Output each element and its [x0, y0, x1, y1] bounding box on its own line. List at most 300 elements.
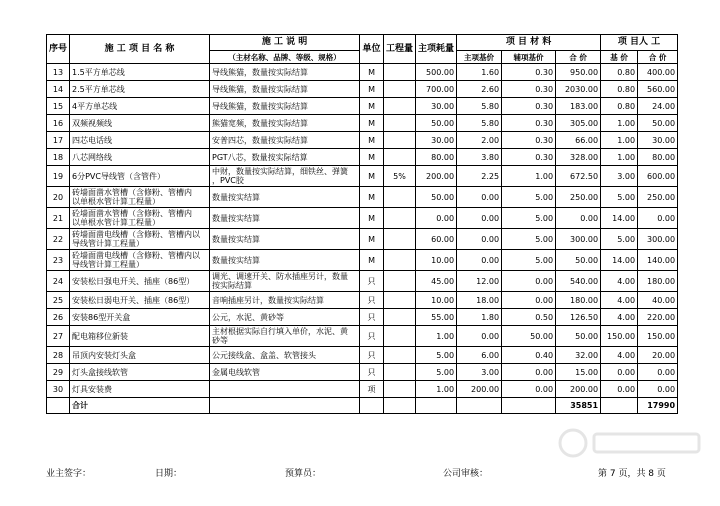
cell-no-text: 22	[52, 234, 64, 244]
cell-mat-total	[556, 64, 601, 81]
cell-labor-total-text: 40.00	[652, 295, 676, 305]
cell-labor-base	[601, 132, 638, 149]
cell-aux-base-text: 0.00	[535, 276, 554, 286]
cell-aux-base	[502, 187, 556, 208]
cell-mat-total-text: 328.00	[570, 152, 599, 162]
cell-mat-total-text: 180.00	[570, 295, 599, 305]
cell-main-loss	[416, 364, 457, 381]
total-empty-main	[457, 398, 502, 414]
cell-main-loss-text: 60.00	[431, 234, 455, 244]
cell-mat-total-text: 32.00	[575, 350, 599, 360]
cell-desc	[210, 271, 360, 292]
cell-aux-base	[502, 364, 556, 381]
cell-mat-total-text: 0.00	[580, 213, 599, 223]
cell-desc	[210, 364, 360, 381]
cell-unit-text: M	[368, 67, 375, 77]
cell-aux-base-text: 0.50	[535, 312, 554, 322]
budget-officer-label: 预算员：	[285, 469, 322, 479]
header-labor: 项 目人 工	[601, 35, 678, 51]
cell-quantity	[384, 208, 416, 229]
total-empty-unit	[360, 398, 384, 414]
cell-mat-total	[556, 309, 601, 326]
cell-unit	[360, 64, 384, 81]
cell-main-base-text: 2.00	[481, 135, 500, 145]
cell-labor-total	[638, 309, 678, 326]
header-aux-base: 辅项基价	[502, 51, 556, 64]
cell-aux-base-text: 0.30	[535, 152, 554, 162]
cell-desc-text: 主材根据实际自行填入单价，水泥、黄	[212, 327, 349, 336]
cell-main-loss-text: 1.00	[436, 331, 455, 341]
cell-main-loss-text: 50.00	[431, 192, 455, 202]
table-row	[47, 381, 678, 398]
cell-main-base	[457, 149, 502, 166]
cell-no-text: 25	[52, 295, 64, 305]
cell-main-loss	[416, 208, 457, 229]
cell-main-base	[457, 132, 502, 149]
cell-main-base	[457, 115, 502, 132]
cell-desc-text: PGT八芯，数量按实际结算	[212, 152, 308, 162]
cell-main-loss-text: 50.00	[431, 118, 455, 128]
cell-labor-base	[601, 250, 638, 271]
cell-labor-total-text: 180.00	[647, 276, 676, 286]
cell-aux-base-text: 5.00	[535, 213, 554, 223]
quotation-sheet	[46, 34, 678, 414]
cell-no	[47, 229, 70, 250]
table-row	[47, 347, 678, 364]
cell-desc-text: 导线熊猫，数量按实际结算	[212, 84, 309, 94]
cell-labor-total	[638, 347, 678, 364]
cell-no-text: 18	[52, 152, 64, 162]
cell-main-loss-text: 10.00	[431, 255, 455, 265]
total-label: 合计	[70, 398, 210, 414]
cell-desc-text: 导线熊猫，数量按实际结算	[212, 67, 309, 77]
cell-mat-total	[556, 115, 601, 132]
cell-no	[47, 381, 70, 398]
cell-name-text: 砼墙面凿电线槽（含修粉、管槽内以	[72, 251, 201, 260]
cell-main-base-text: 6.00	[481, 350, 500, 360]
cell-name	[70, 64, 210, 81]
cell-quantity	[384, 326, 416, 347]
cell-unit	[360, 271, 384, 292]
cell-unit-text: 只	[367, 350, 376, 360]
cell-main-base	[457, 64, 502, 81]
cell-labor-total-text: 80.00	[652, 152, 676, 162]
cell-unit-text: 只	[367, 367, 376, 377]
cell-main-loss-text: 1.00	[436, 384, 455, 394]
cell-no	[47, 347, 70, 364]
cell-mat-total	[556, 166, 601, 187]
cell-aux-base-text: 0.00	[535, 384, 554, 394]
cell-main-loss	[416, 115, 457, 132]
cell-name-text: 四芯电话线	[72, 135, 113, 145]
cell-name-text: 砖墙面凿水管槽（含修粉、管槽内	[72, 188, 193, 197]
cell-no-text: 30	[52, 384, 64, 394]
cell-name	[70, 98, 210, 115]
cell-unit	[360, 187, 384, 208]
table-row	[47, 250, 678, 271]
cell-labor-total-text: 600.00	[647, 171, 676, 181]
cell-labor-total-text: 24.00	[652, 101, 676, 111]
cell-no-text: 20	[52, 192, 64, 202]
cell-desc-text: 数量按实结算	[212, 213, 261, 223]
header-labor-total: 合 价	[638, 51, 678, 64]
cell-quantity	[384, 381, 416, 398]
cell-quantity	[384, 364, 416, 381]
cell-name-text: 安装86型开关盒	[72, 312, 131, 322]
cell-no	[47, 309, 70, 326]
cell-desc-text: 调光、调速开关、防水插座另计，数量	[212, 272, 349, 281]
cell-name-line2: 以单根水管计算工程量）	[72, 197, 161, 206]
cell-name	[70, 250, 210, 271]
cell-no	[47, 292, 70, 309]
cell-main-base-text: 1.60	[481, 67, 500, 77]
cell-labor-base	[601, 271, 638, 292]
cell-main-base-text: 0.00	[481, 331, 500, 341]
cell-main-loss-text: 0.00	[436, 213, 455, 223]
cell-main-loss-text: 45.00	[431, 276, 455, 286]
cell-desc-text: 数量按实结算	[212, 192, 261, 202]
cell-desc-text: 安普四芯，数量按实际结算	[212, 135, 309, 145]
cell-no	[47, 64, 70, 81]
cell-main-loss	[416, 229, 457, 250]
cell-no-text: 24	[52, 276, 64, 286]
cell-name-text: 八芯网络线	[72, 152, 113, 162]
cell-main-loss	[416, 381, 457, 398]
cell-quantity	[384, 271, 416, 292]
cell-name	[70, 149, 210, 166]
cell-mat-total	[556, 132, 601, 149]
cell-desc	[210, 326, 360, 347]
cell-main-base-text: 0.00	[481, 234, 500, 244]
cell-main-base-text: 2.25	[481, 171, 500, 181]
cell-quantity	[384, 115, 416, 132]
cell-labor-base	[601, 187, 638, 208]
cell-no	[47, 132, 70, 149]
cell-aux-base-text: 0.00	[535, 295, 554, 305]
cell-mat-total	[556, 347, 601, 364]
cell-name	[70, 381, 210, 398]
header-quantity: 工程量	[384, 35, 416, 64]
cell-aux-base	[502, 381, 556, 398]
cell-desc-text: 熊猫宽频，数量按实际结算	[212, 118, 309, 128]
cell-labor-base	[601, 326, 638, 347]
cell-name-line2: 导线管计算工程量）	[72, 260, 145, 269]
cell-main-base	[457, 381, 502, 398]
cell-labor-base	[601, 115, 638, 132]
cell-name	[70, 115, 210, 132]
cell-labor-base-text: 150.00	[607, 331, 636, 341]
cell-labor-total	[638, 149, 678, 166]
cell-main-base-text: 200.00	[471, 384, 500, 394]
cell-labor-total	[638, 187, 678, 208]
cell-main-loss	[416, 81, 457, 98]
cell-labor-total-text: 0.00	[657, 213, 676, 223]
cell-unit-text: M	[368, 255, 375, 265]
cell-unit	[360, 381, 384, 398]
total-no	[47, 398, 70, 414]
cell-desc-line2: 按实际结算	[212, 281, 253, 290]
cell-main-loss	[416, 250, 457, 271]
cell-aux-base-text: 5.00	[535, 234, 554, 244]
cell-mat-total	[556, 98, 601, 115]
cell-labor-base-text: 14.00	[612, 255, 636, 265]
cell-labor-total	[638, 166, 678, 187]
page-number: 第 7 页，共 8 页	[598, 469, 666, 479]
cell-aux-base	[502, 149, 556, 166]
cell-unit-text: M	[368, 118, 375, 128]
header-main-loss: 主项耗量	[416, 35, 457, 64]
cell-desc-text: 音响插座另计，数量按实际结算	[212, 295, 325, 305]
cell-name-line2: 以单根水管计算工程量）	[72, 218, 161, 227]
cell-no	[47, 187, 70, 208]
table-row	[47, 229, 678, 250]
cell-main-base-text: 2.60	[481, 84, 500, 94]
cell-aux-base	[502, 229, 556, 250]
cell-mat-total	[556, 364, 601, 381]
cell-mat-total	[556, 208, 601, 229]
cell-labor-total	[638, 81, 678, 98]
cell-aux-base-text: 50.00	[530, 331, 554, 341]
cell-desc-text: 公元接线盒、盒盖、软管接头	[212, 350, 317, 360]
cell-quantity	[384, 292, 416, 309]
cell-name-text: 4平方单芯线	[72, 101, 118, 111]
cell-aux-base-text: 5.00	[535, 255, 554, 265]
cell-mat-total	[556, 149, 601, 166]
cell-labor-total-text: 560.00	[647, 84, 676, 94]
cell-name-text: 安装松日强电开关、插座（86型）	[72, 276, 195, 286]
table-row	[47, 326, 678, 347]
cell-quantity	[384, 81, 416, 98]
cell-main-loss-text: 55.00	[431, 312, 455, 322]
cell-name	[70, 208, 210, 229]
cell-labor-base-text: 5.00	[617, 192, 636, 202]
cell-unit	[360, 81, 384, 98]
header-row-top	[47, 35, 678, 51]
cell-unit-text: M	[368, 152, 375, 162]
header-no: 序号	[47, 35, 70, 64]
cell-main-loss	[416, 64, 457, 81]
total-labor: 17990	[638, 398, 678, 414]
cell-mat-total	[556, 229, 601, 250]
total-empty-lbase	[601, 398, 638, 414]
cell-mat-total	[556, 81, 601, 98]
cell-quantity	[384, 187, 416, 208]
table-row	[47, 292, 678, 309]
total-row	[47, 398, 678, 414]
table-row	[47, 364, 678, 381]
cell-labor-base	[601, 309, 638, 326]
cell-mat-total-text: 540.00	[570, 276, 599, 286]
cell-quantity	[384, 98, 416, 115]
cell-quantity	[384, 132, 416, 149]
table-row	[47, 98, 678, 115]
cell-mat-total-text: 183.00	[570, 101, 599, 111]
cell-mat-total-text: 66.00	[575, 135, 599, 145]
cell-unit	[360, 326, 384, 347]
cell-quantity-text: 5%	[393, 171, 406, 181]
cell-main-base-text: 0.00	[481, 255, 500, 265]
cell-labor-base-text: 0.80	[617, 101, 636, 111]
cell-mat-total-text: 250.00	[570, 192, 599, 202]
cell-main-base-text: 0.00	[481, 192, 500, 202]
cell-name	[70, 271, 210, 292]
cell-aux-base	[502, 98, 556, 115]
cell-main-loss-text: 200.00	[426, 171, 455, 181]
cell-quantity	[384, 64, 416, 81]
cell-desc	[210, 292, 360, 309]
cell-labor-base	[601, 149, 638, 166]
cell-name-line2: 导线管计算工程量）	[72, 239, 145, 248]
cell-desc-text: 金属电线软管	[212, 367, 261, 377]
cell-desc-text: 数量按实结算	[212, 234, 261, 244]
cell-unit-text: M	[368, 101, 375, 111]
cell-no-text: 23	[52, 255, 64, 265]
cell-desc	[210, 81, 360, 98]
cell-no-text: 15	[52, 101, 64, 111]
cell-name	[70, 309, 210, 326]
cell-name	[70, 81, 210, 98]
cell-name-text: 灯具安装费	[72, 384, 113, 394]
cell-labor-base	[601, 292, 638, 309]
header-main-base: 主项基价	[457, 51, 502, 64]
cell-labor-total	[638, 229, 678, 250]
cell-labor-total	[638, 292, 678, 309]
cell-labor-total	[638, 381, 678, 398]
cell-aux-base-text: 1.00	[535, 171, 554, 181]
cell-name-text: 安装松日弱电开关、插座（86型）	[72, 295, 195, 305]
cell-aux-base-text: 0.00	[535, 367, 554, 377]
table-row	[47, 64, 678, 81]
cell-aux-base	[502, 115, 556, 132]
total-empty-loss	[416, 398, 457, 414]
cell-no	[47, 81, 70, 98]
cell-main-base-text: 3.00	[481, 367, 500, 377]
cell-labor-base-text: 1.00	[617, 152, 636, 162]
cell-labor-base-text: 4.00	[617, 312, 636, 322]
cell-mat-total-text: 300.00	[570, 234, 599, 244]
table-body	[47, 64, 678, 398]
cell-unit-text: 只	[367, 312, 376, 322]
cell-mat-total	[556, 187, 601, 208]
cell-labor-base-text: 0.00	[617, 384, 636, 394]
cell-unit	[360, 292, 384, 309]
total-empty-aux	[502, 398, 556, 414]
cell-main-loss-text: 30.00	[431, 101, 455, 111]
cell-labor-total-text: 250.00	[647, 192, 676, 202]
cell-labor-base-text: 4.00	[617, 276, 636, 286]
cell-labor-base	[601, 98, 638, 115]
cell-mat-total	[556, 381, 601, 398]
cell-no-text: 28	[52, 350, 64, 360]
cell-unit	[360, 115, 384, 132]
cell-name-text: 灯头盒接线软管	[72, 367, 129, 377]
cell-desc-text: 数量按实结算	[212, 255, 261, 265]
cell-unit-text: M	[368, 192, 375, 202]
cell-unit	[360, 208, 384, 229]
header-desc-bottom: （主材名称、品牌、等级、规格）	[210, 51, 360, 64]
cell-main-base	[457, 364, 502, 381]
cell-mat-total	[556, 326, 601, 347]
cell-main-base-text: 1.80	[481, 312, 500, 322]
cell-labor-total-text: 50.00	[652, 118, 676, 128]
cell-main-loss-text: 80.00	[431, 152, 455, 162]
cell-labor-base	[601, 208, 638, 229]
cell-unit-text: 项	[367, 384, 376, 394]
cell-name-text: 双频视频线	[72, 118, 113, 128]
cell-quantity	[384, 229, 416, 250]
cell-main-loss	[416, 187, 457, 208]
cell-main-base	[457, 347, 502, 364]
total-empty-desc	[210, 398, 360, 414]
cell-labor-total-text: 140.00	[647, 255, 676, 265]
cell-labor-total	[638, 271, 678, 292]
cell-desc-line2: 砂等	[212, 336, 229, 345]
cell-name	[70, 187, 210, 208]
cell-unit	[360, 347, 384, 364]
cell-labor-base-text: 5.00	[617, 234, 636, 244]
cell-labor-base-text: 4.00	[617, 350, 636, 360]
cell-mat-total-text: 15.00	[575, 367, 599, 377]
cell-aux-base	[502, 64, 556, 81]
cell-main-loss	[416, 149, 457, 166]
cell-unit	[360, 166, 384, 187]
cell-main-loss	[416, 309, 457, 326]
cell-aux-base-text: 0.30	[535, 84, 554, 94]
cell-no	[47, 115, 70, 132]
cell-main-loss-text: 10.00	[431, 295, 455, 305]
cell-aux-base	[502, 271, 556, 292]
cell-desc	[210, 250, 360, 271]
cell-main-loss-text: 700.00	[426, 84, 455, 94]
cell-desc-text: 导线熊猫，数量按实际结算	[212, 101, 309, 111]
cell-name-text: 2.5平方单芯线	[72, 84, 125, 94]
cell-mat-total-text: 200.00	[570, 384, 599, 394]
cell-no-text: 14	[52, 84, 64, 94]
cell-main-base-text: 0.00	[481, 213, 500, 223]
cell-mat-total-text: 2030.00	[564, 84, 599, 94]
cell-mat-total-text: 305.00	[570, 118, 599, 128]
cell-name-text: 配电箱移位新装	[72, 331, 129, 341]
cell-aux-base-text: 0.30	[535, 67, 554, 77]
total-materials: 35851	[556, 398, 601, 414]
cell-desc	[210, 309, 360, 326]
cell-mat-total-text: 126.50	[570, 312, 599, 322]
cell-no-text: 13	[52, 67, 64, 77]
cell-aux-base	[502, 166, 556, 187]
cell-main-loss	[416, 326, 457, 347]
cell-aux-base	[502, 208, 556, 229]
owner-signature-label: 业主签字：	[46, 469, 92, 479]
cell-no-text: 29	[52, 367, 64, 377]
cell-no-text: 16	[52, 118, 64, 128]
cell-labor-base-text: 4.00	[617, 295, 636, 305]
cell-labor-base	[601, 229, 638, 250]
cell-no	[47, 208, 70, 229]
cell-desc-text: 中财，数量按实际结算，细铁丝、弹簧	[212, 167, 349, 176]
cell-main-loss-text: 5.00	[436, 367, 455, 377]
cell-name	[70, 292, 210, 309]
cell-labor-base-text: 0.80	[617, 67, 636, 77]
cell-labor-total-text: 300.00	[647, 234, 676, 244]
cell-unit	[360, 250, 384, 271]
cell-mat-total-text: 50.00	[575, 331, 599, 341]
cell-desc-text: 公元，水泥、黄砂等	[212, 312, 285, 322]
cell-labor-base-text: 0.80	[617, 84, 636, 94]
cell-name-text: 1.5平方单芯线	[72, 67, 125, 77]
cell-main-loss	[416, 132, 457, 149]
cell-labor-base-text: 0.00	[617, 367, 636, 377]
cell-quantity	[384, 250, 416, 271]
